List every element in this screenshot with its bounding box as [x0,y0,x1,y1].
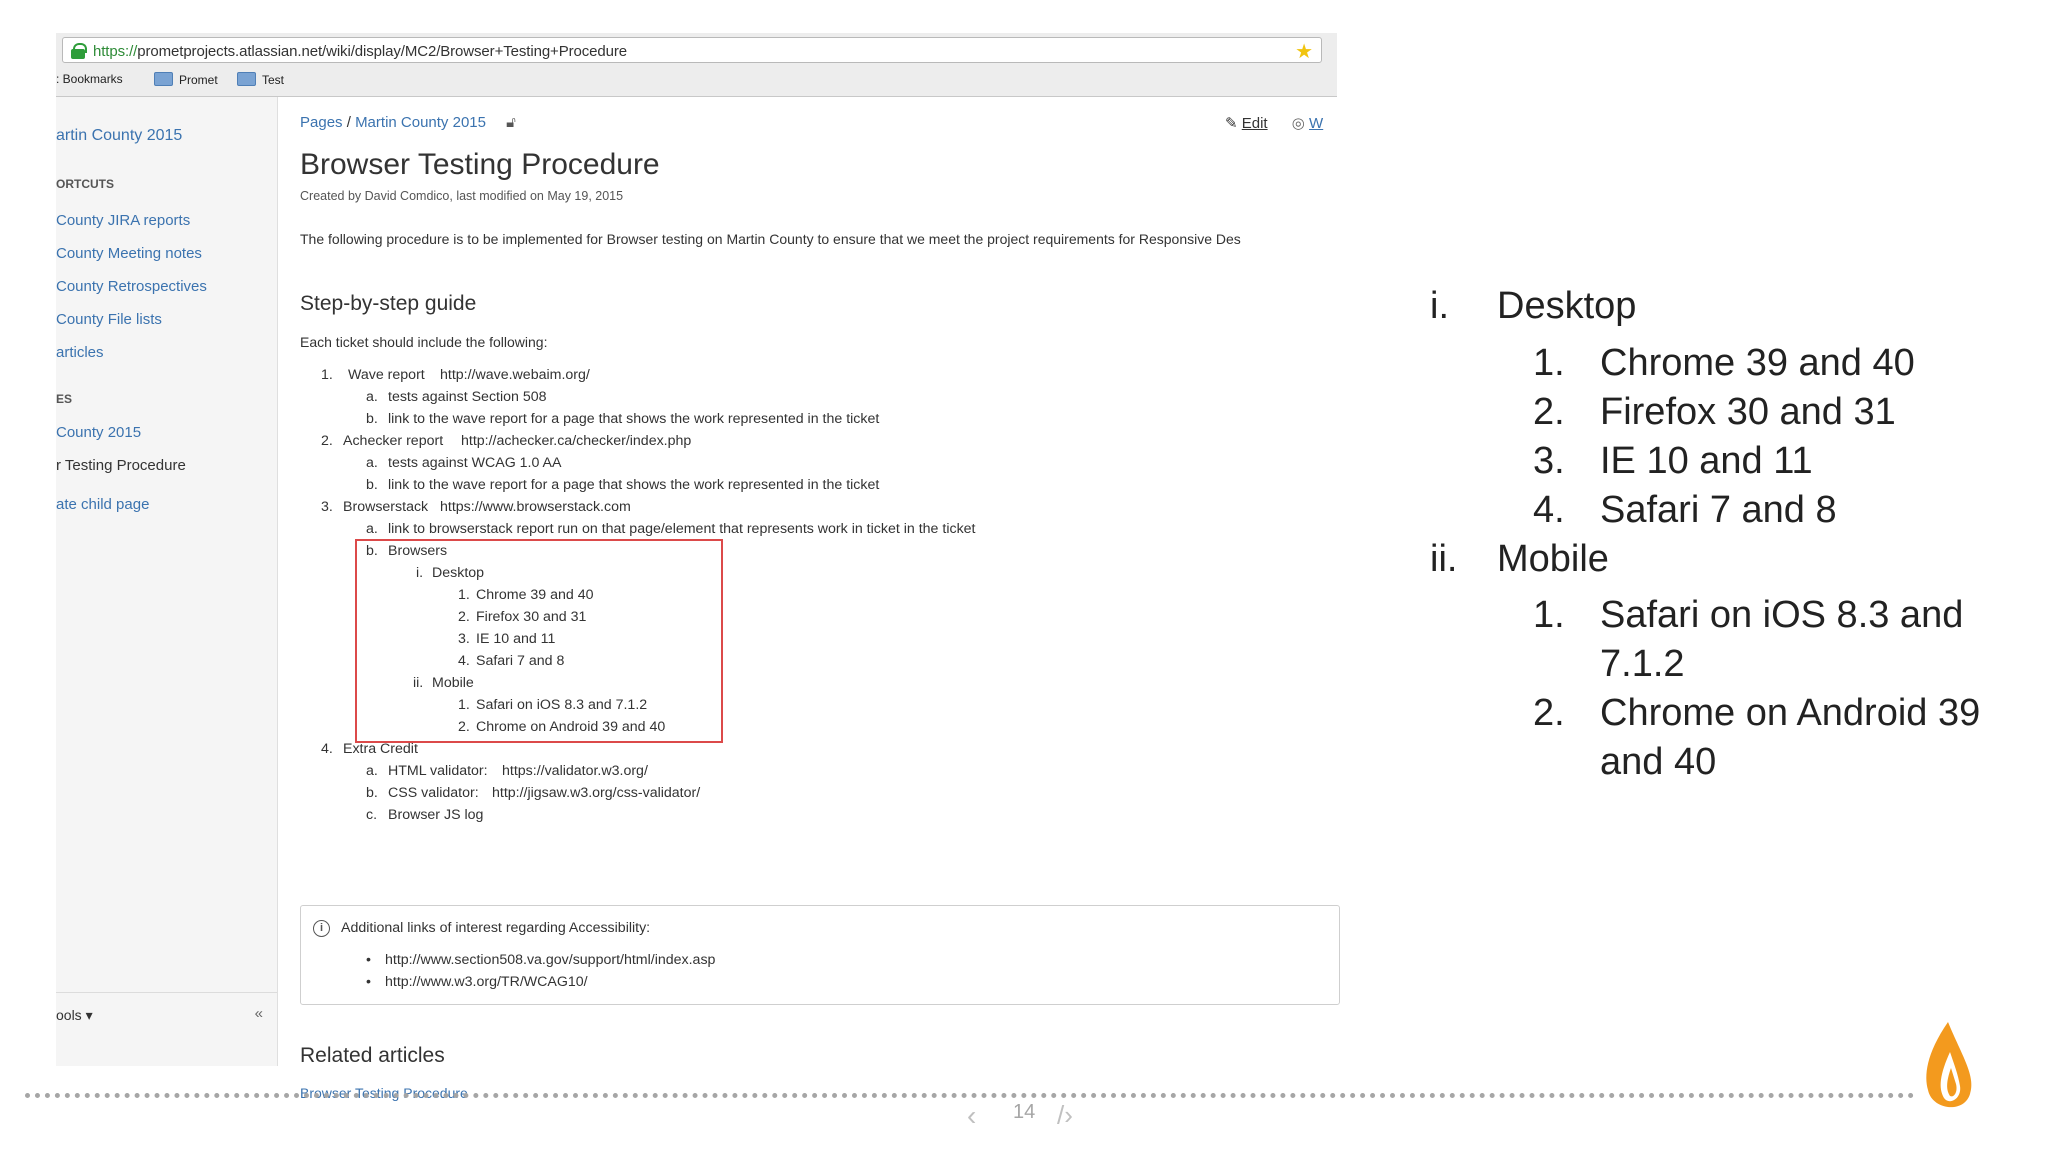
substep-marker: a. [366,763,378,779]
browser-group-marker: i. [416,565,424,581]
browser-item: Firefox 30 and 31 [476,609,587,625]
url-scheme: https:// [93,43,138,60]
breadcrumb-space[interactable]: Martin County 2015 [355,114,486,131]
confluence-sidebar [56,97,278,1066]
bookmarks-menu[interactable]: : Bookmarks [56,72,123,86]
sidebar-pages-heading: ES [56,392,73,406]
page-title: Browser Testing Procedure [300,148,660,181]
browser-item-number: 1. [458,697,470,713]
footer-dotted-rule [25,1093,1915,1098]
watch-label: W [1309,115,1324,132]
sidebar-space-name[interactable]: artin County 2015 [56,127,183,144]
browser-item-number: 4. [458,653,470,669]
pencil-icon: ✎ [1225,115,1238,132]
browser-item: IE 10 and 11 [476,631,556,647]
bullet: • [366,952,371,968]
caret-down-icon: ▾ [85,1007,93,1023]
flame-logo-icon [1918,1018,1978,1118]
breadcrumb [300,114,516,131]
sidebar-shortcuts-heading: ORTCUTS [56,177,114,191]
slide-item-text: IE 10 and 11 [1600,440,1813,482]
info-link-wcag10[interactable]: http://www.w3.org/TR/WCAG10/ [385,974,588,990]
slide-mobile-marker: ii. [1430,538,1458,580]
substep-text: Browsers [388,543,448,559]
browser-item-number: 2. [458,719,470,735]
browser-item-number: 3. [458,631,470,647]
browser-item: Safari 7 and 8 [476,653,565,669]
slide-desktop-label: Desktop [1497,285,1637,327]
browser-item-number: 1. [458,587,470,603]
sidebar-item-articles[interactable]: articles [56,344,104,361]
info-link-section508[interactable]: http://www.section508.va.gov/support/html/index.asp [385,952,716,968]
substep-text: tests against Section 508 [388,389,547,405]
bookmark-label: Test [262,73,285,87]
slide-item-number: 2. [1533,391,1565,433]
eye-icon: ◎ [1291,115,1305,132]
html-validator-link[interactable]: https://validator.w3.org/ [502,763,648,779]
info-icon: i [313,920,330,937]
lock-icon-body [71,49,85,59]
folder-icon [154,72,173,86]
slide-item-text: Chrome 39 and 40 [1600,342,1915,384]
substep-marker: b. [366,477,378,493]
slide-item-text-cont: 7.1.2 [1600,643,1685,685]
step-by-step-heading: Step-by-step guide [300,292,477,315]
browser-group-label: Desktop [432,565,485,581]
info-panel [300,905,1340,1005]
browser-item: Chrome 39 and 40 [476,587,594,603]
page-content [300,97,1337,1101]
create-child-page-link[interactable]: ate child page [56,496,150,513]
watch-button[interactable] [1292,115,1323,132]
substep-text: link to browserstack report run on that page/element that represents work in ticket in the ticket [388,521,976,537]
folder-icon [237,72,256,86]
space-tools-label: ools [56,1007,82,1023]
sidebar-item-jira-reports[interactable]: County JIRA reports [56,212,191,229]
slide-item-number: 4. [1533,489,1565,531]
bullet: • [366,974,371,990]
substep-marker: a. [366,389,378,405]
sidebar-item-retrospectives[interactable]: County Retrospectives [56,278,207,295]
slide-item-text: Chrome on Android 39 [1600,692,1981,734]
step-label: Browserstack [343,499,429,515]
slide-item-number: 1. [1533,342,1565,384]
previous-slide-icon[interactable]: ‹ [967,1100,977,1131]
bookmark-label: Promet [179,73,218,87]
slide-item-text-cont: and 40 [1600,741,1717,783]
intro-paragraph: The following procedure is to be implemented for Browser testing on Martin County to ensure that we meet the project requirements for Responsive Des [300,231,1241,247]
step-number: 3. [321,499,333,515]
slide-item-text: Safari on iOS 8.3 and [1600,594,1964,636]
slide-page-number: 14 [1013,1101,1036,1123]
space-tools-menu[interactable] [56,1007,93,1024]
edit-label: Edit [1241,115,1268,132]
css-validator-link[interactable]: http://jigsaw.w3.org/css-validator/ [492,785,701,801]
step-number: 2. [321,433,333,449]
substep-text: Browser JS log [388,807,484,823]
slide-item-number: 3. [1533,440,1565,482]
step-link[interactable]: https://www.browserstack.com [440,499,631,515]
each-ticket-text: Each ticket should include the following: [300,334,548,350]
sidebar-footer [56,992,277,1067]
substep-text: CSS validator: [388,785,479,801]
slide-desktop-marker: i. [1430,285,1449,327]
edit-button[interactable] [1225,115,1268,132]
info-text: Additional links of interest regarding Accessibility: [341,920,651,936]
step-number: 4. [321,741,333,757]
collapse-sidebar-icon[interactable]: « [254,1005,263,1022]
slide-mobile-label: Mobile [1497,538,1609,580]
bookmark-star-icon[interactable]: ★ [1295,41,1313,63]
related-article-link[interactable]: Browser Testing Procedure [300,1085,468,1101]
page-actions [1225,114,1323,132]
step-label: Achecker report [343,433,444,449]
sidebar-item-file-lists[interactable]: County File lists [56,311,162,328]
step-link[interactable]: http://wave.webaim.org/ [440,367,590,383]
next-slide-icon[interactable]: /› [1057,1100,1073,1130]
sidebar-item-county-2015[interactable]: County 2015 [56,424,142,441]
step-number: 1. [321,367,333,383]
substep-text: tests against WCAG 1.0 AA [388,455,562,471]
sidebar-item-current-page[interactable]: r Testing Procedure [56,457,186,474]
substep-marker: b. [366,785,378,801]
unlock-icon[interactable]: 🔓︎ [506,114,516,131]
browser-group-marker: ii. [413,675,424,691]
slide-item-text: Firefox 30 and 31 [1600,391,1896,433]
bookmark-test[interactable] [237,72,284,87]
substep-text: link to the wave report for a page that shows the work represented in the ticket [388,477,880,493]
substep-marker: c. [366,807,378,823]
substep-text: HTML validator: [388,763,488,779]
url-text [93,43,627,60]
slide-item-number: 1. [1533,594,1565,636]
substep-marker: b. [366,543,378,559]
address-bar[interactable] [62,37,1322,63]
step-link[interactable]: http://achecker.ca/checker/index.php [461,433,692,449]
substep-marker: b. [366,411,378,427]
sidebar-item-meeting-notes[interactable]: County Meeting notes [56,245,202,262]
browser-chrome [56,33,1337,97]
url-path: prometprojects.atlassian.net/wiki/display/MC2/Browser+Testing+Procedure [137,43,628,60]
step-label: Wave report [348,367,425,383]
slide-item-number: 2. [1533,692,1565,734]
browser-item: Safari on iOS 8.3 and 7.1.2 [476,697,648,713]
browser-group-label: Mobile [432,675,474,691]
substep-marker: a. [366,521,378,537]
substep-marker: a. [366,455,378,471]
step-label: Extra Credit [343,741,418,757]
browser-item: Chrome on Android 39 and 40 [476,719,666,735]
browser-item-number: 2. [458,609,470,625]
browser-screenshot [56,33,1337,1101]
bookmark-promet[interactable] [154,72,218,87]
breadcrumb-pages[interactable]: Pages [300,114,343,131]
substep-text: link to the wave report for a page that shows the work represented in the ticket [388,411,880,427]
page-byline: Created by David Comdico, last modified on May 19, 2015 [300,189,624,203]
slide-item-text: Safari 7 and 8 [1600,489,1837,531]
breadcrumb-separator: / [346,114,351,131]
related-articles-heading: Related articles [300,1044,445,1067]
